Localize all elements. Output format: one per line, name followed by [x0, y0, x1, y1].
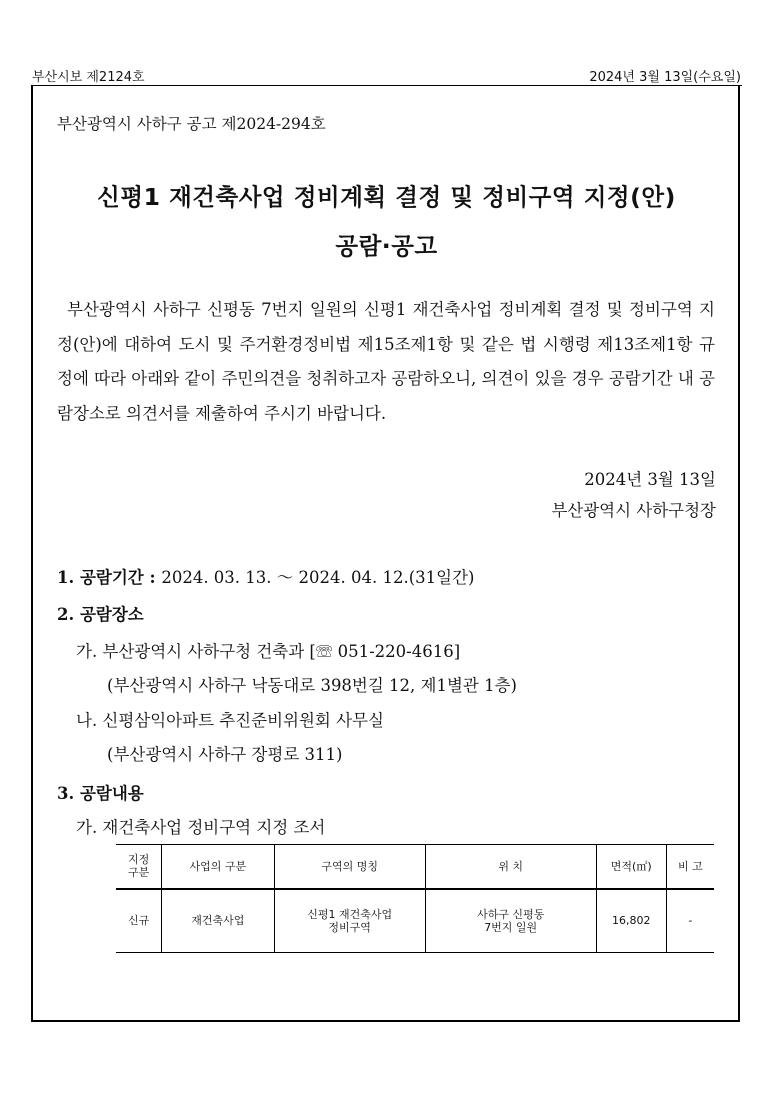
header-project-type: 사업의 구분 [162, 845, 274, 889]
period-colon: : [143, 568, 162, 587]
gazette-date: 2024년 3월 13일(수요일) [589, 70, 741, 85]
cell-area: 16,802 [596, 889, 666, 953]
content-a: 가. 재건축사업 정비구역 지정 조서 [76, 818, 326, 837]
header-designation: 지정 구분 [116, 845, 162, 889]
place-label: 2. 공람장소 [57, 605, 144, 624]
table-row [116, 889, 714, 953]
notice-issuer: 부산광역시 사하구청장 [551, 501, 716, 520]
place-a: 가. 부산광역시 사하구청 건축과 [☏ 051-220-4616] [76, 642, 461, 661]
notice-title-line2: 공람·공고 [335, 232, 438, 260]
period-label: 1. 공람기간 [57, 568, 144, 587]
period-value: 2024. 03. 13. ～ 2024. 04. 12.(31일간) [161, 568, 475, 587]
content-label: 3. 공람내용 [57, 784, 144, 803]
place-a-address: (부산광역시 사하구 낙동대로 398번길 12, 제1별관 1층) [107, 676, 517, 695]
section-content-label [57, 780, 144, 804]
notice-number: 부산광역시 사하구 공고 제2024-294호 [57, 115, 326, 133]
place-b-address: (부산광역시 사하구 장평로 311) [107, 745, 343, 764]
designation-table [116, 844, 714, 953]
table-header-row [116, 845, 714, 889]
place-b: 나. 신평삼익아파트 추진준비위원회 사무실 [76, 711, 384, 730]
notice-title-line1: 신평1 재건축사업 정비계획 결정 및 정비구역 지정(안) [97, 183, 676, 211]
notice-date: 2024년 3월 13일 [584, 470, 716, 489]
header-zone-name: 구역의 명칭 [274, 845, 425, 889]
cell-project-type: 재건축사업 [162, 889, 274, 953]
cell-remarks: - [666, 889, 714, 953]
header-remarks: 비 고 [666, 845, 714, 889]
section-period [57, 564, 474, 588]
cell-designation: 신규 [116, 889, 162, 953]
cell-location: 사하구 신평동 7번지 일원 [425, 889, 596, 953]
header-area: 면적(㎡) [596, 845, 666, 889]
section-place-label [57, 601, 144, 625]
cell-zone-name: 신평1 재건축사업 정비구역 [274, 889, 425, 953]
notice-body-text: 부산광역시 사하구 신평동 7번지 일원의 신평1 재건축사업 정비계획 결정 및 정비구역 지정(안)에 대하여 도시 및 주거환경정비법 제15조제1항 및 같은 법 시행령 제13조제1항 규정에 따라 아래와 같이 주민의견을 청취하고자 공람하오니, 의견이 있을 경우 공람기간 내 공람장소로 의견서를 제출하여 주시기 바랍니다. [57, 300, 715, 423]
notice-body [57, 293, 715, 431]
header-location: 위 치 [425, 845, 596, 889]
gazette-issue: 부산시보 제2124호 [32, 70, 145, 85]
